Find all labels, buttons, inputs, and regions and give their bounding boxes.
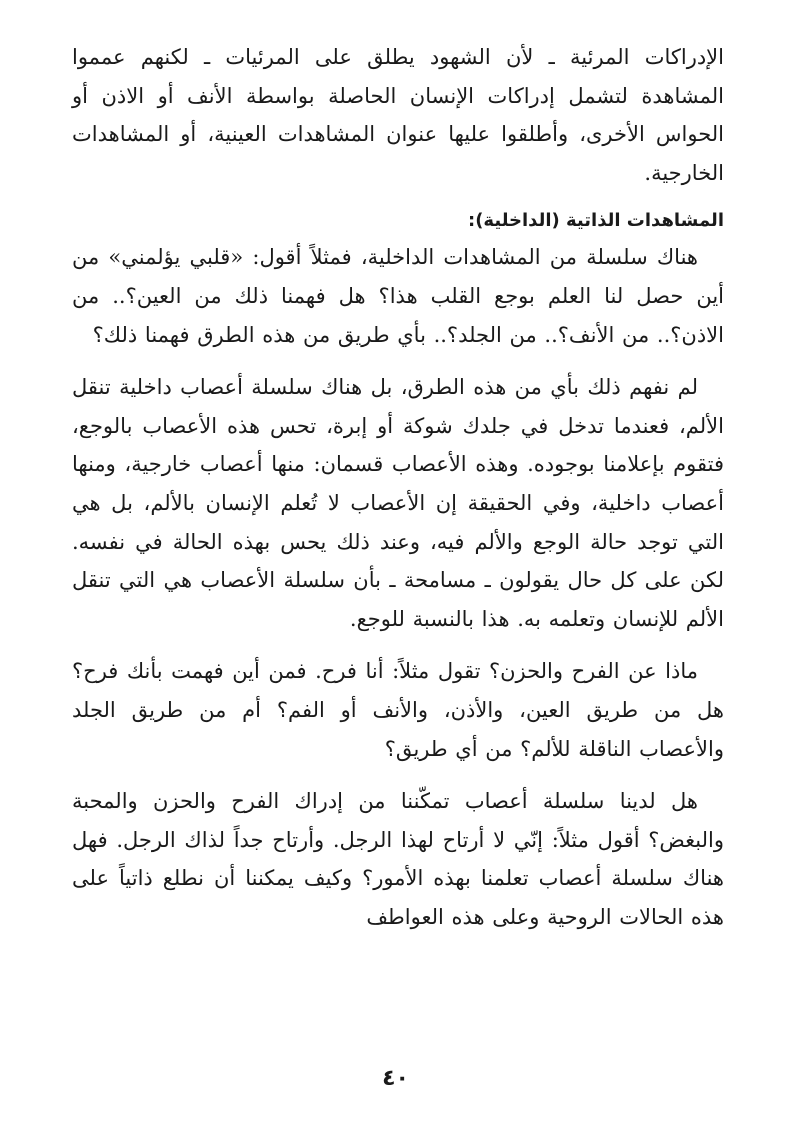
- paragraph-joy-sorrow: ماذا عن الفرح والحزن؟ تقول مثلاً: أنا فرح. فمن أين فهمت بأنك فرح؟ هل من طريق العين، والأذن، والأنف أو الفم؟ أم من طريق الجلد والأعصاب الناقلة للألم؟ من أي طريق؟: [72, 659, 724, 761]
- paragraph-love-hate: هل لدينا سلسلة أعصاب تمكّننا من إدراك الفرح والحزن والمحبة والبغض؟ أقول مثلاً: إنّي لا أرتاح لهذا الرجل. وأرتاح جداً لذاك الرجل. فهل هناك سلسلة أعصاب تعلمنا بهذه الأمور؟ وكيف يمكننا أن نطلع ذاتياً على هذه الحالات الروحية وعلى هذه العواطف: [72, 789, 724, 929]
- page-number: ٤٠: [382, 1066, 409, 1091]
- section-heading: المشاهدات الذاتية (الداخلية):: [468, 210, 724, 232]
- paragraph-continuation: الإدراكات المرئية ـ لأن الشهود يطلق على المرئيات ـ لكنهم عمموا المشاهدة لتشمل إدراكات الإنسان الحاصلة بواسطة الأنف أو الاذن أو الحواس الأخرى، وأطلقوا عليها عنوان المشاهدات العينية، أو المشاهدات الخارجية.: [72, 45, 724, 185]
- paragraph-internal-observation: هناك سلسلة من المشاهدات الداخلية، فمثلاً أقول: «قلبي يؤلمني» من أين حصل لنا العلم بوجع القلب هذا؟ هل فهمنا ذلك من العين؟.. من الاذن؟.. من الأنف؟.. من الجلد؟.. بأي طريق من هذه الطرق فهمنا ذلك؟: [72, 245, 724, 347]
- page-body: [72, 38, 724, 936]
- paragraph-nerves: لم نفهم ذلك بأي من هذه الطرق، بل هناك سلسلة أعصاب داخلية تنقل الألم، فعندما تدخل في جلدك شوكة أو إبرة، تحس هذه الأعصاب بالوجع، فتقوم بإعلامنا بوجوده. وهذه الأعصاب قسمان: منها أعصاب خارجية، ومنها أعصاب داخلية، وفي الحقيقة إن الأعصاب لا تُعلم الإنسان بالألم، بل هي التي توجد حالة الوجع والألم فيه، وعند ذلك يحس بهذه الحالة في نفسه. لكن على كل حال يقولون ـ مسامحة ـ بأن سلسلة الأعصاب هي التي تنقل الألم للإنسان وتعلمه به. هذا بالنسبة للوجع.: [72, 375, 724, 631]
